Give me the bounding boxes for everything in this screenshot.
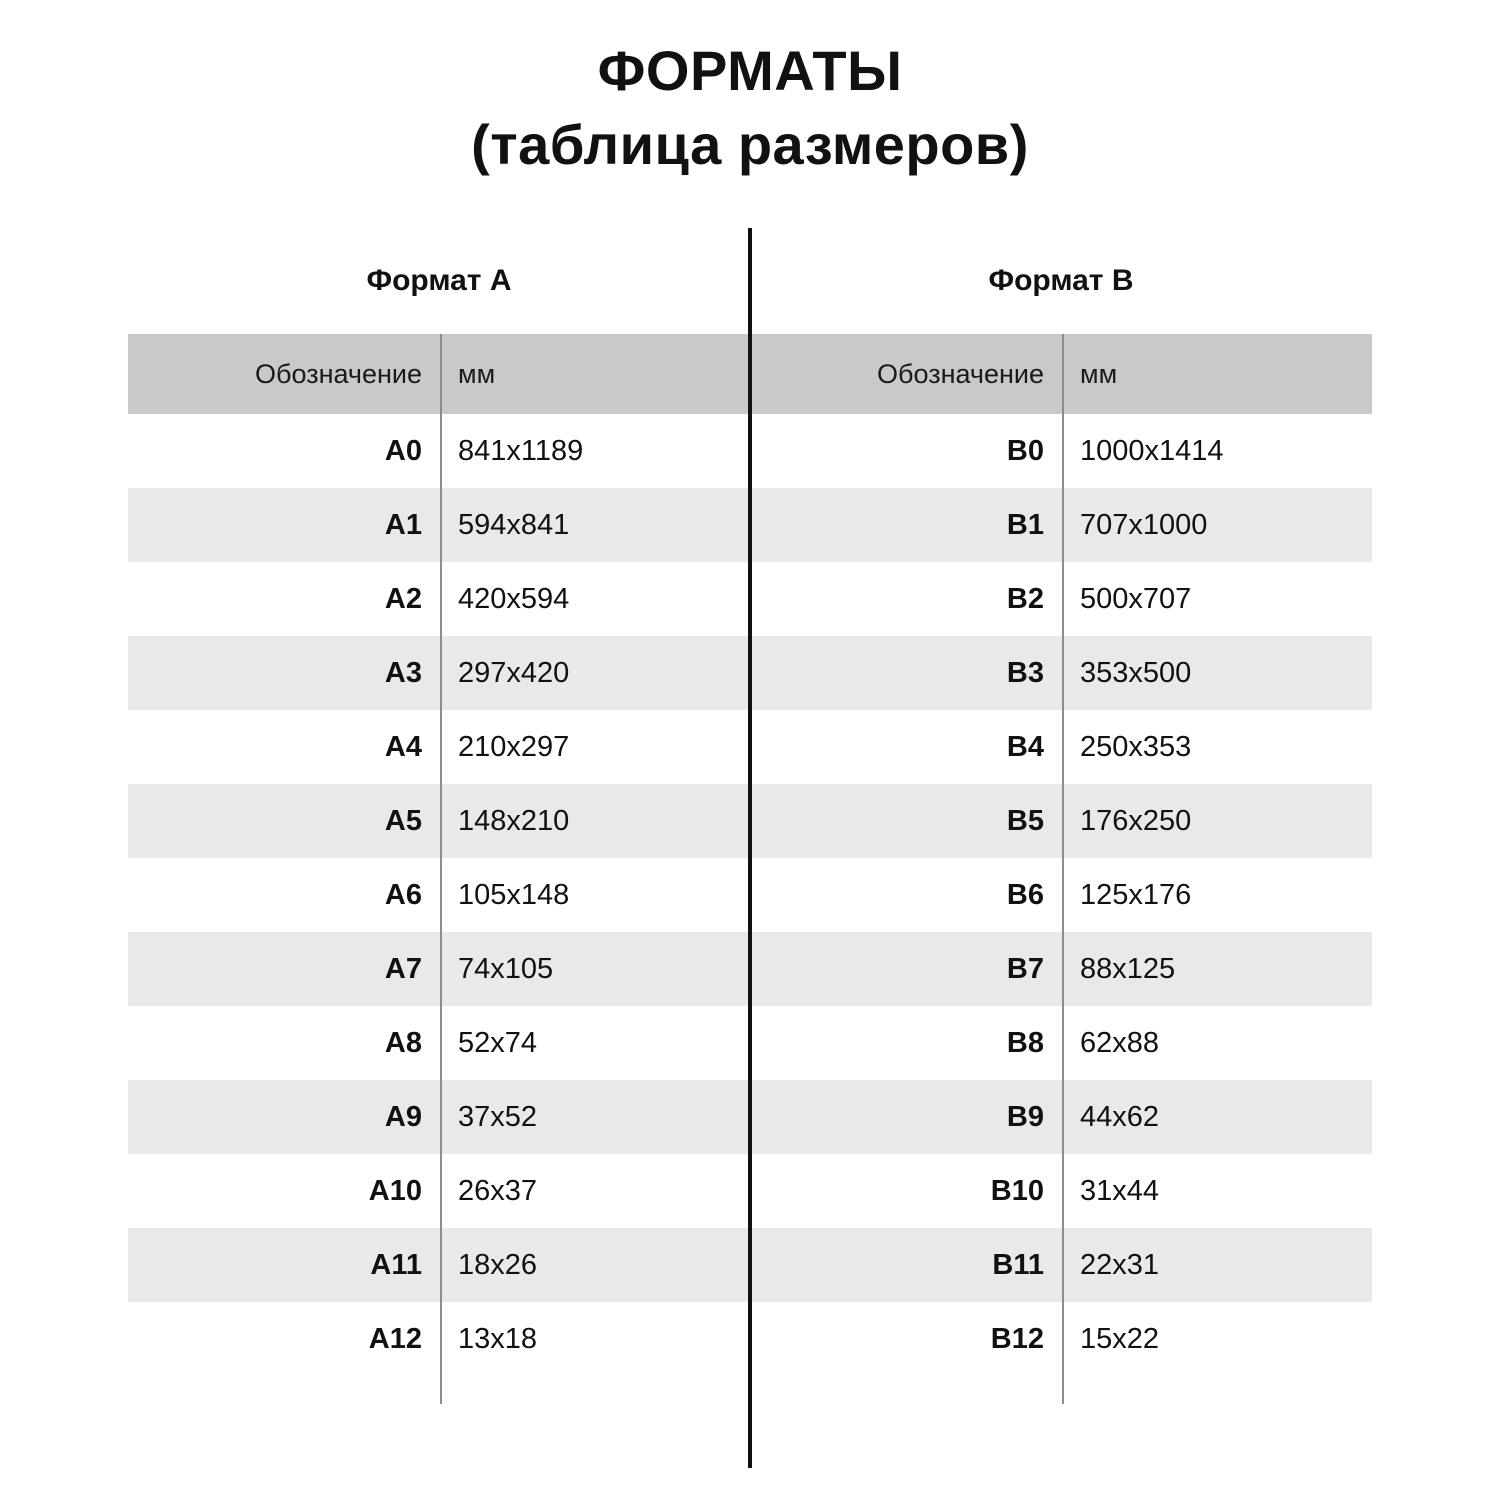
cell-code-b: B2 xyxy=(750,562,1062,636)
cell-code-a: A11 xyxy=(128,1228,440,1302)
cell-mm-a: 26x37 xyxy=(440,1154,750,1228)
cell-code-b: B1 xyxy=(750,488,1062,562)
cell-code-b: B3 xyxy=(750,636,1062,710)
formats-table-wrapper xyxy=(128,228,1372,1376)
cell-code-a: A2 xyxy=(128,562,440,636)
cell-mm-b: 88x125 xyxy=(1062,932,1372,1006)
column-header-mm-a: мм xyxy=(440,334,750,414)
cell-code-b: B4 xyxy=(750,710,1062,784)
title-line-2: (таблица размеров) xyxy=(471,112,1029,176)
column-header-code-a: Обозначение xyxy=(128,334,440,414)
cell-code-b: B8 xyxy=(750,1006,1062,1080)
cell-code-a: A4 xyxy=(128,710,440,784)
cell-mm-b: 62x88 xyxy=(1062,1006,1372,1080)
title-line-1: ФОРМАТЫ xyxy=(597,39,903,102)
cell-code-b: B10 xyxy=(750,1154,1062,1228)
divider-center xyxy=(748,228,752,1468)
cell-code-a: A1 xyxy=(128,488,440,562)
column-header-code-b: Обозначение xyxy=(750,334,1062,414)
cell-mm-a: 74x105 xyxy=(440,932,750,1006)
cell-mm-a: 52x74 xyxy=(440,1006,750,1080)
cell-code-b: B9 xyxy=(750,1080,1062,1154)
cell-mm-b: 1000x1414 xyxy=(1062,414,1372,488)
cell-mm-b: 500x707 xyxy=(1062,562,1372,636)
cell-code-b: B7 xyxy=(750,932,1062,1006)
cell-code-b: B0 xyxy=(750,414,1062,488)
cell-mm-a: 297x420 xyxy=(440,636,750,710)
cell-mm-b: 353x500 xyxy=(1062,636,1372,710)
cell-mm-b: 250x353 xyxy=(1062,710,1372,784)
cell-code-a: A10 xyxy=(128,1154,440,1228)
cell-mm-b: 707x1000 xyxy=(1062,488,1372,562)
cell-code-a: A7 xyxy=(128,932,440,1006)
cell-mm-a: 420x594 xyxy=(440,562,750,636)
cell-mm-a: 594x841 xyxy=(440,488,750,562)
cell-code-a: A9 xyxy=(128,1080,440,1154)
cell-mm-a: 210x297 xyxy=(440,710,750,784)
divider-column-a xyxy=(440,334,442,1404)
group-header-format-a: Формат A xyxy=(366,264,512,297)
cell-code-a: A12 xyxy=(128,1302,440,1376)
divider-column-b xyxy=(1062,334,1064,1404)
cell-code-a: A5 xyxy=(128,784,440,858)
cell-mm-b: 31x44 xyxy=(1062,1154,1372,1228)
cell-code-b: B11 xyxy=(750,1228,1062,1302)
page-title xyxy=(0,0,1500,182)
column-header-mm-b: мм xyxy=(1062,334,1372,414)
cell-mm-b: 22x31 xyxy=(1062,1228,1372,1302)
cell-code-a: A8 xyxy=(128,1006,440,1080)
cell-mm-a: 148x210 xyxy=(440,784,750,858)
cell-mm-a: 105x148 xyxy=(440,858,750,932)
cell-mm-a: 13x18 xyxy=(440,1302,750,1376)
cell-mm-a: 37x52 xyxy=(440,1080,750,1154)
cell-mm-b: 125x176 xyxy=(1062,858,1372,932)
cell-code-a: A3 xyxy=(128,636,440,710)
cell-code-b: B5 xyxy=(750,784,1062,858)
cell-code-a: A0 xyxy=(128,414,440,488)
cell-mm-a: 18x26 xyxy=(440,1228,750,1302)
cell-mm-b: 176x250 xyxy=(1062,784,1372,858)
group-header-format-b: Формат B xyxy=(988,264,1134,297)
cell-mm-b: 44x62 xyxy=(1062,1080,1372,1154)
cell-mm-a: 841x1189 xyxy=(440,414,750,488)
cell-code-b: B6 xyxy=(750,858,1062,932)
cell-code-a: A6 xyxy=(128,858,440,932)
cell-mm-b: 15x22 xyxy=(1062,1302,1372,1376)
cell-code-b: B12 xyxy=(750,1302,1062,1376)
